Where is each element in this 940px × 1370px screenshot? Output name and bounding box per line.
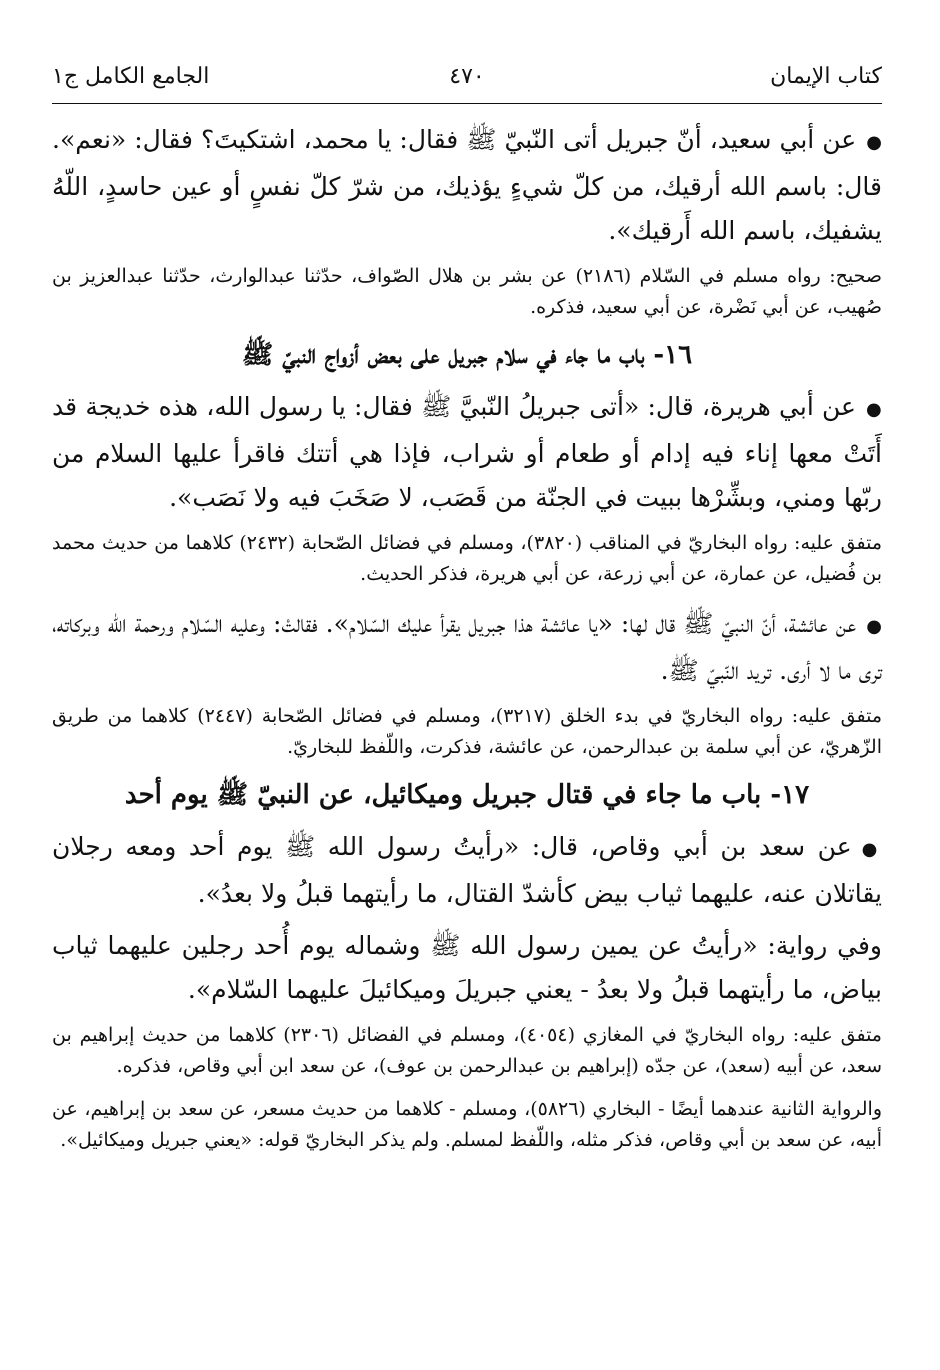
takhrij-note: متفق عليه: رواه البخاريّ في بدء الخلق (٣٢١٧)، ومسلم في فضائل الصّحابة (٢٤٤٧) كلاهما من طريق الزّهريّ، عن أبي سلمة بن عبدالرحمن، عن عائشة، فذكرت، واللّفظ للبخاريّ. (52, 705, 882, 758)
hadith-paragraph: ●عن عائشة، أنّ النبيّ ﷺ قال لها: «يا عائشة هذا جبريل يقرأ عليك السّلام». فقالتْ: وعليه السّلام ورحمة الله وبركاته، ترى ما لا أرى. تريد النّبيّ ﷺ. (52, 609, 882, 685)
takhrij-note: صحيح: رواه مسلم في السّلام (٢١٨٦) عن بشر بن هلال الصّواف، حدّثنا عبدالوارث، حدّثنا عبدالعزيز بن صُهيب، عن أبي نَضْرة، عن أبي سعيد، فذكره. (52, 265, 883, 318)
takhrij-note: متفق عليه: رواه البخاريّ في المغازي (٤٠٥٤)، ومسلم في الفضائل (٢٣٠٦) كلاهما من حديث إبراهيم بن سعد، عن أبيه (سعد)، عن جدّه (إبراهيم بن عبدالرحمن بن عوف)، عن سعد ابن أبي وقاص، فذكره. (52, 1024, 882, 1077)
header-rule (52, 103, 882, 104)
bullet-icon: ● (866, 132, 882, 153)
header-volume-title: الجامع الكامل ج١ (52, 63, 210, 89)
hadith-paragraph: ●عن أبي سعيد، أنّ جبريل أتى النّبيّ ﷺ فقال: يا محمد، اشتكيتَ؟ فقال: «نعم». قال: باسم الله أرقيك، من كلّ شيءٍ يؤذيك، من شرّ كلّ نفسٍ أو عين حاسدٍ، اللّهُ يشفيك، باسم الله أَرقيك». (52, 125, 882, 245)
page-content (52, 118, 882, 1168)
running-header (52, 56, 882, 96)
header-book-title: كتاب الإيمان (770, 63, 882, 89)
hadith-paragraph: ●عن أبي هريرة، قال: «أتى جبريلُ النّبيَّ ﷺ فقال: يا رسول الله، هذه خديجة قد أَتَتْ معها إناء فيه إدام أو طعام أو شراب، فإذا هي أتتك فاقرأ عليها السلام من ربّها ومني، وبشِّرْها ببيت في الجنّة من قَصَب، لا صَخَبَ فيه ولا نَصَب». (52, 392, 882, 512)
chapter-heading: ١٦- باب ما جاء في سلام جبريل على بعض أزواج النبيّ ﷺ (241, 340, 693, 370)
hadith-paragraph: ●عن سعد بن أبي وقاص، قال: «رأيتُ رسول الله ﷺ يوم أحد ومعه رجلان يقاتلان عنه، عليهما ثياب بيض كأشدّ القتال، ما رأيتهما قبلُ ولا بعدُ». (52, 832, 882, 908)
bullet-icon: ● (861, 839, 882, 860)
hadith-paragraph: وفي رواية: «رأيتُ عن يمين رسول الله ﷺ وشماله يوم أُحد رجلين عليهما ثياب بياض، ما رأيتهما قبلُ ولا بعدُ - يعني جبريلَ وميكائيلَ عليهما السّلام». (52, 931, 882, 1004)
bullet-icon: ● (865, 399, 882, 420)
page-number: ٤٧٠ (449, 63, 485, 89)
chapter-heading: ١٧- باب ما جاء في قتال جبريل وميكائيل، عن النبيّ ﷺ يوم أحد (124, 780, 810, 810)
takhrij-note: والرواية الثانية عندهما أيضًا - البخاري (٥٨٢٦)، ومسلم - كلاهما من حديث مسعر، عن سعد بن إبراهيم، عن أبيه، عن سعد بن أبي وقاص، فذكر مثله، واللّفظ لمسلم. ولم يذكر البخاريّ قوله: «يعني جبريل وميكائيل». (52, 1098, 882, 1151)
bullet-icon: ● (866, 616, 882, 637)
takhrij-note: متفق عليه: رواه البخاريّ في المناقب (٣٨٢٠)، ومسلم في فضائل الصّحابة (٢٤٣٢) كلاهما من حديث محمد بن فُضيل، عن عمارة، عن أبي زرعة، عن أبي هريرة، فذكر الحديث. (52, 532, 882, 585)
